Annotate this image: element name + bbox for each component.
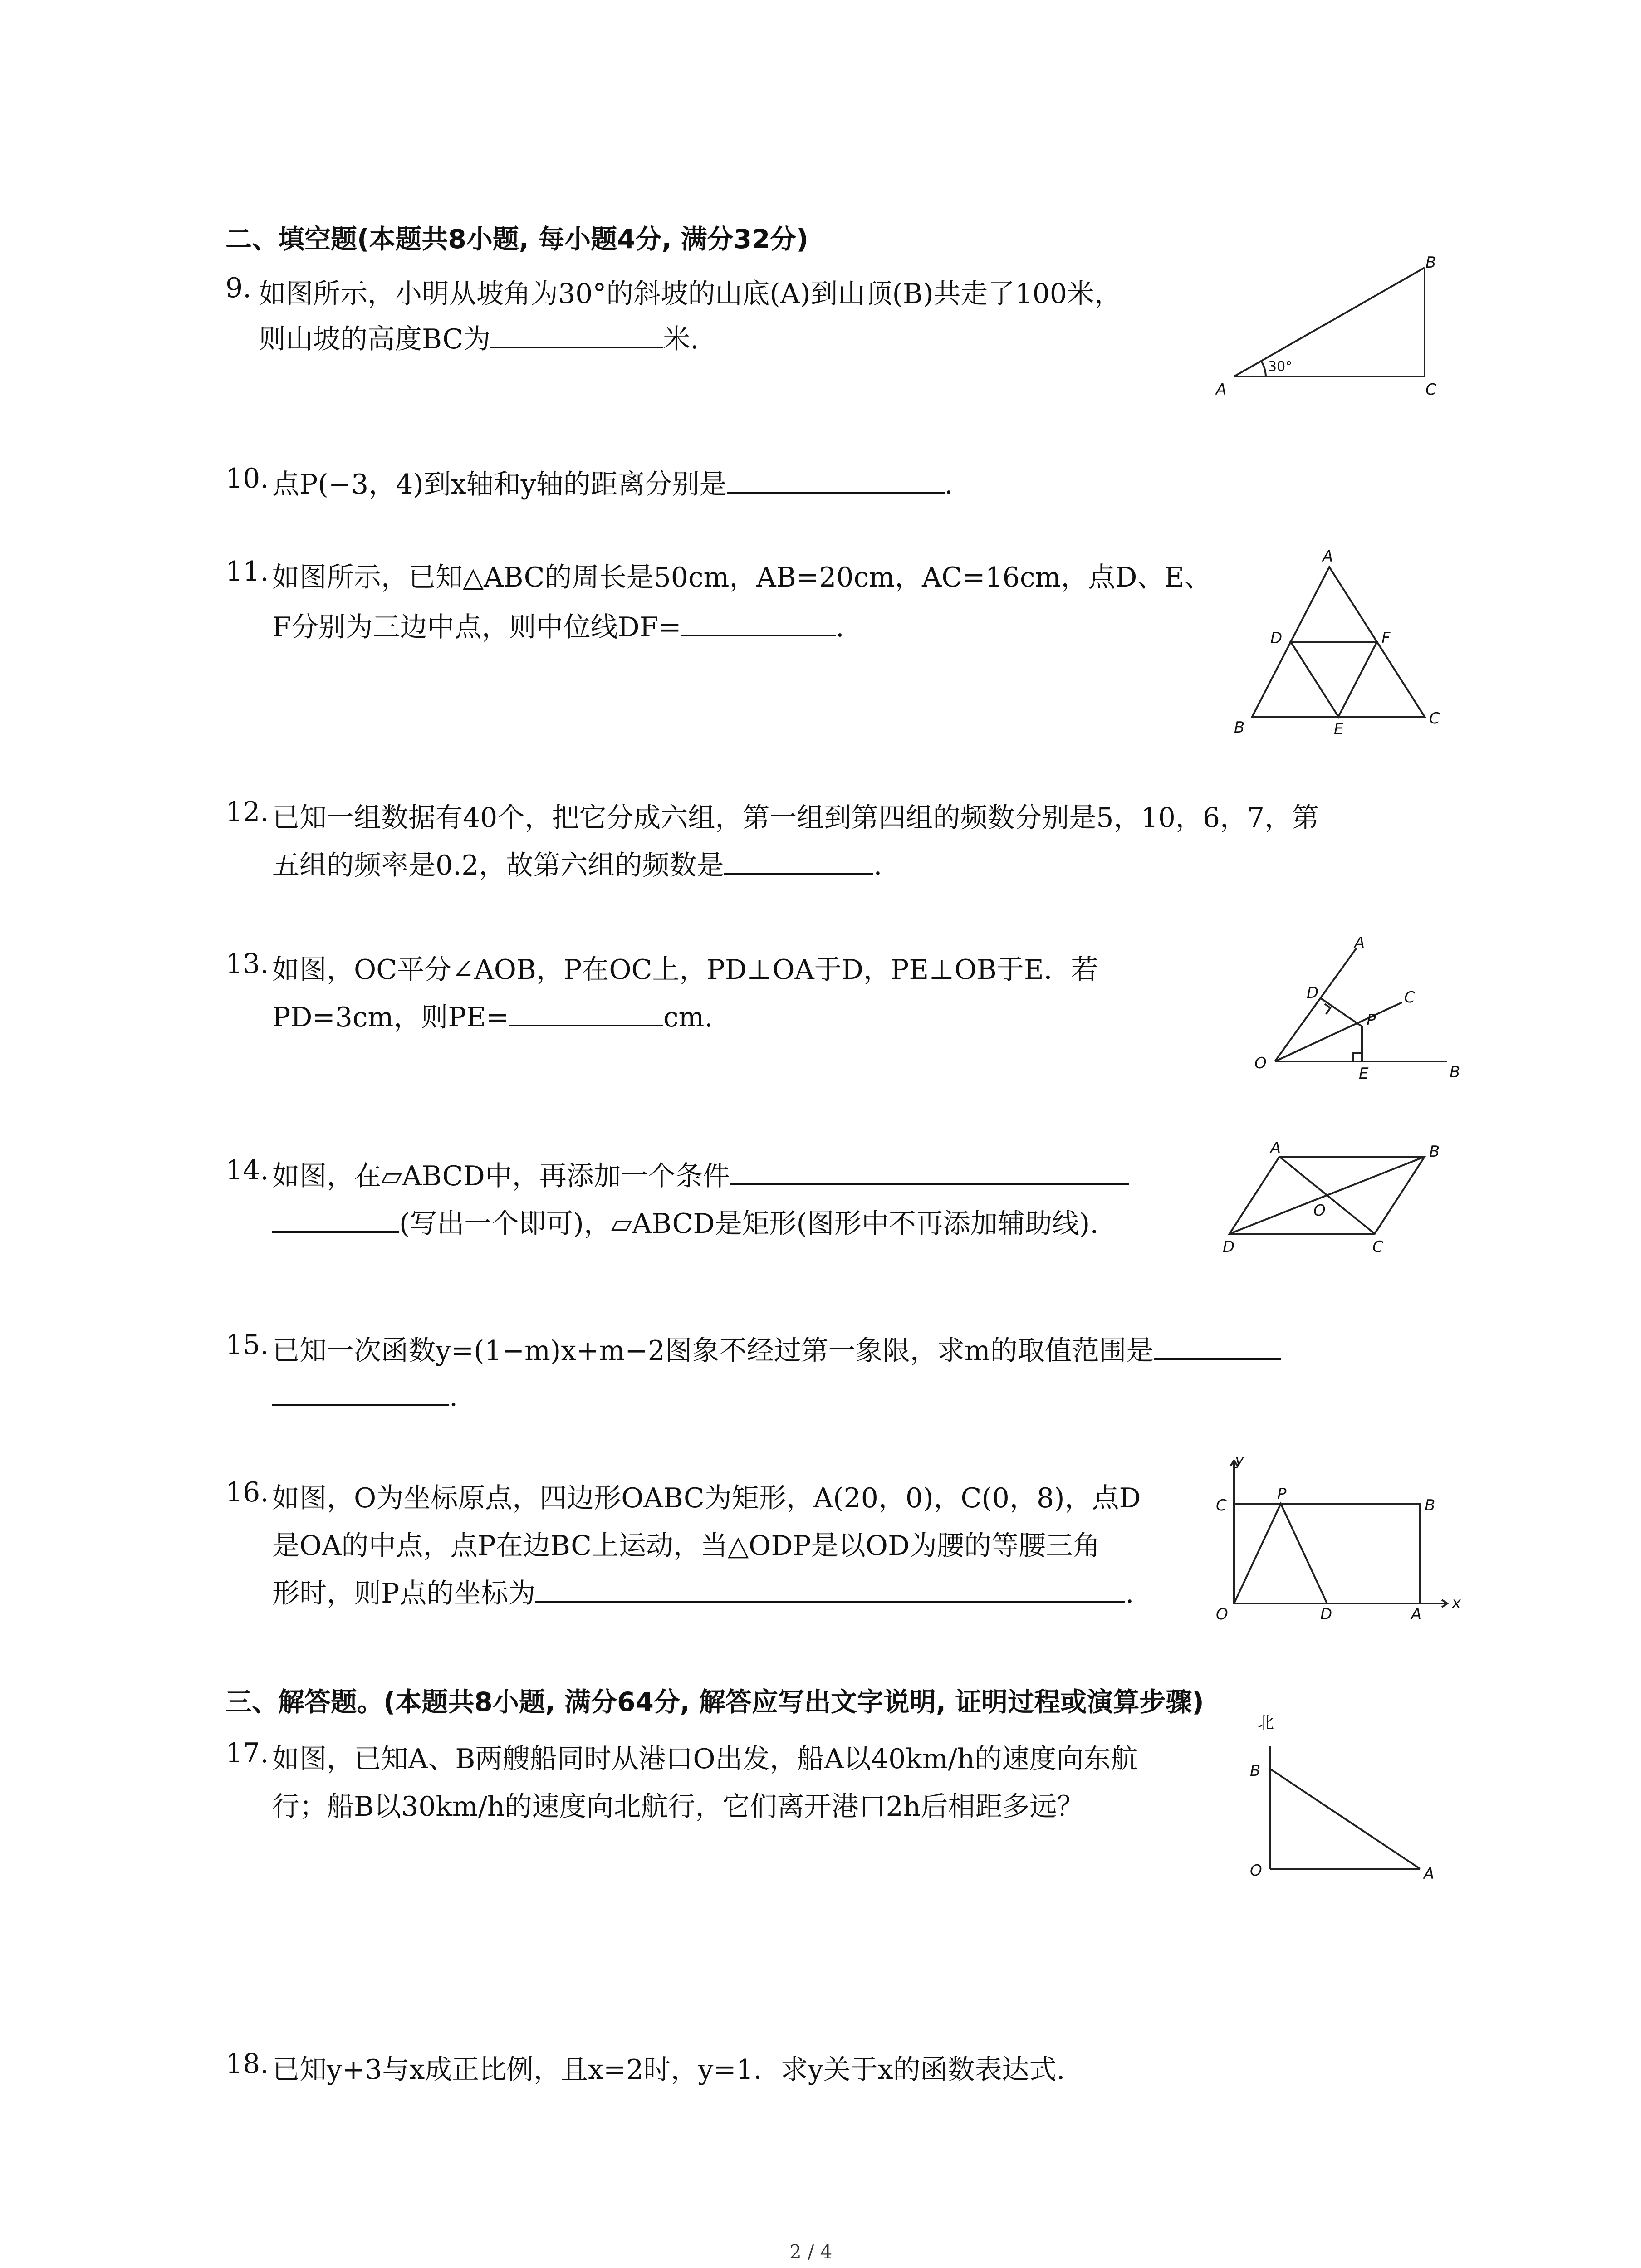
q11-line1: 如图所示，已知△ABC的周长是50cm，AB=20cm，AC=16cm，点D、E、 — [272, 562, 1212, 593]
q16-label-x: x — [1452, 1594, 1461, 1612]
q13-label-b: B — [1450, 1063, 1460, 1081]
q9-number: 9. — [225, 272, 252, 304]
q16-answer-blank[interactable] — [535, 1574, 1125, 1603]
q11-line2-text: F分别为三边中点，则中位线DF= — [272, 611, 681, 643]
q13-right-angle-e — [1353, 1053, 1362, 1061]
q17-figure — [1234, 1710, 1452, 1892]
q11-label-b: B — [1234, 719, 1245, 737]
q9-line2 — [259, 318, 699, 357]
q15-line1 — [272, 1329, 1281, 1368]
q15-number: 15. — [225, 1329, 269, 1361]
q18-number: 18. — [225, 2048, 269, 2080]
q12-line2-text: 五组的频率是0.2，故第六组的频数是 — [272, 850, 724, 881]
q10-line1 — [272, 463, 953, 502]
q9-label-a: A — [1216, 381, 1227, 399]
q14-answer-blank-2[interactable] — [272, 1204, 399, 1233]
q17-number: 17. — [225, 1737, 269, 1769]
q11-answer-blank[interactable] — [681, 607, 836, 636]
q14-label-o: O — [1313, 1202, 1326, 1220]
q16-label-y: y — [1235, 1451, 1244, 1469]
q14-answer-blank-1[interactable] — [730, 1156, 1129, 1185]
q12-number: 12. — [225, 796, 269, 828]
q16-line3-text: 形时，则P点的坐标为 — [272, 1578, 536, 1609]
q15-answer-blank-2[interactable] — [272, 1377, 449, 1406]
q11-line2 — [272, 606, 844, 645]
q9-line2-end: 米. — [663, 323, 699, 355]
q13-line2 — [272, 996, 713, 1035]
q18-line1: 已知y+3与x成正比例，且x=2时，y=1．求y关于x的函数表达式. — [272, 2054, 1065, 2086]
q14-figure — [1220, 1139, 1456, 1261]
q9-line1: 如图所示，小明从坡角为30°的斜坡的山底(A)到山顶(B)共走了100米， — [259, 278, 1122, 310]
q12-line1: 已知一组数据有40个，把它分成六组，第一组到第四组的频数分别是5，10，6，7，第 — [272, 802, 1319, 834]
q14-line2 — [272, 1202, 1098, 1241]
q13-label-e: E — [1359, 1065, 1369, 1083]
q17-ab-distance — [1270, 1769, 1420, 1869]
q17-label-a: A — [1424, 1865, 1435, 1883]
q17-label-b: B — [1250, 1762, 1261, 1780]
q15-line1-text: 已知一次函数y=(1−m)x+m−2图象不经过第一象限，求m的取值范围是 — [272, 1335, 1154, 1367]
q16-figure — [1207, 1452, 1461, 1633]
q9-figure — [1216, 254, 1452, 408]
q16-label-b: B — [1425, 1496, 1435, 1515]
section-3-title: 三、解答题。(本题共8小题, 满分64分, 解答应写出文字说明, 证明过程或演算步骤) — [225, 1686, 1204, 1717]
q17-label-o: O — [1250, 1862, 1262, 1880]
q11-label-d: D — [1270, 629, 1283, 647]
q9-label-b: B — [1425, 254, 1436, 272]
q16-label-d: D — [1320, 1605, 1332, 1623]
q10-end: . — [944, 469, 953, 500]
q14-label-b: B — [1429, 1143, 1440, 1161]
q15-line2 — [272, 1377, 458, 1413]
q14-line1-text: 如图，在▱ABCD中，再添加一个条件 — [272, 1160, 730, 1192]
q11-label-c: C — [1429, 709, 1440, 728]
q17-line1: 如图，已知A、B两艘船同时从港口O出发，船A以40km/h的速度向东航 — [272, 1743, 1138, 1775]
q13-ray-oa — [1275, 948, 1357, 1061]
q16-label-c: C — [1216, 1496, 1227, 1515]
q9-label-angle: 30° — [1268, 359, 1293, 375]
q10-answer-blank[interactable] — [727, 464, 945, 494]
q12-line2-end: . — [873, 850, 882, 881]
q16-label-o: O — [1216, 1605, 1228, 1623]
q14-label-d: D — [1223, 1238, 1235, 1256]
q13-label-p: P — [1367, 1011, 1376, 1029]
q13-label-a: A — [1354, 934, 1365, 952]
q14-label-a: A — [1270, 1139, 1281, 1157]
q16-label-p: P — [1277, 1485, 1287, 1503]
q17-label-north: 北 — [1258, 1714, 1274, 1732]
q13-line2-text: PD=3cm，则PE= — [272, 1002, 509, 1033]
q13-number: 13. — [225, 948, 269, 980]
q14-line2-text: (写出一个即可)，▱ABCD是矩形(图形中不再添加辅助线). — [399, 1208, 1099, 1240]
q14-line1 — [272, 1154, 1129, 1193]
q10-text: 点P(−3，4)到x轴和y轴的距离分别是 — [272, 469, 727, 500]
q13-label-o: O — [1254, 1054, 1267, 1072]
q14-label-c: C — [1372, 1238, 1383, 1256]
q11-midpoint-triangle — [1291, 642, 1377, 717]
q11-number: 11. — [225, 556, 269, 587]
q16-rectangle-oabc — [1234, 1504, 1420, 1603]
q13-line1: 如图，OC平分∠AOB，P在OC上，PD⊥OA于D，PE⊥OB于E．若 — [272, 954, 1098, 986]
q9-line2-text: 则山坡的高度BC为 — [259, 323, 491, 355]
q11-label-a: A — [1323, 547, 1333, 566]
q13-right-angle-d — [1325, 1004, 1330, 1014]
q14-number: 14. — [225, 1154, 269, 1186]
q11-figure — [1225, 549, 1452, 739]
q12-answer-blank[interactable] — [724, 846, 873, 875]
q13-figure — [1248, 934, 1461, 1102]
q13-label-d: D — [1307, 984, 1319, 1002]
q12-line2 — [272, 844, 882, 883]
q9-answer-blank[interactable] — [490, 319, 663, 348]
q15-line2-text: . — [449, 1381, 458, 1413]
page-number: 2 / 4 — [789, 2241, 833, 2263]
q16-number: 16. — [225, 1476, 269, 1508]
q13-answer-blank[interactable] — [509, 997, 663, 1026]
q11-label-e: E — [1334, 720, 1344, 738]
q9-label-c: C — [1425, 381, 1436, 399]
q16-line1: 如图，O为坐标原点，四边形OABC为矩形，A(20，0)，C(0，8)，点D — [272, 1482, 1141, 1514]
q11-label-f: F — [1381, 629, 1391, 647]
q15-answer-blank-1[interactable] — [1154, 1331, 1281, 1360]
q13-line2-end: cm. — [663, 1002, 713, 1033]
q16-line3 — [272, 1572, 1134, 1611]
q16-line2: 是OA的中点，点P在边BC上运动，当△ODP是以OD为腰的等腰三角 — [272, 1530, 1101, 1562]
q11-line2-end: . — [835, 611, 844, 643]
q13-label-c: C — [1404, 988, 1415, 1007]
q9-angle-arc — [1261, 361, 1266, 376]
q16-triangle-odp — [1234, 1504, 1327, 1603]
q9-ab-side — [1234, 268, 1425, 376]
q10-number: 10. — [225, 463, 269, 494]
q14-diagonal-bd — [1230, 1157, 1425, 1234]
section-2-title: 二、填空题(本题共8小题, 每小题4分, 满分32分) — [225, 224, 808, 254]
q17-line2: 行；船B以30km/h的速度向北航行，它们离开港口2h后相距多远？ — [272, 1791, 1084, 1823]
q16-label-a: A — [1411, 1605, 1422, 1623]
q16-line3-end: . — [1125, 1578, 1134, 1609]
